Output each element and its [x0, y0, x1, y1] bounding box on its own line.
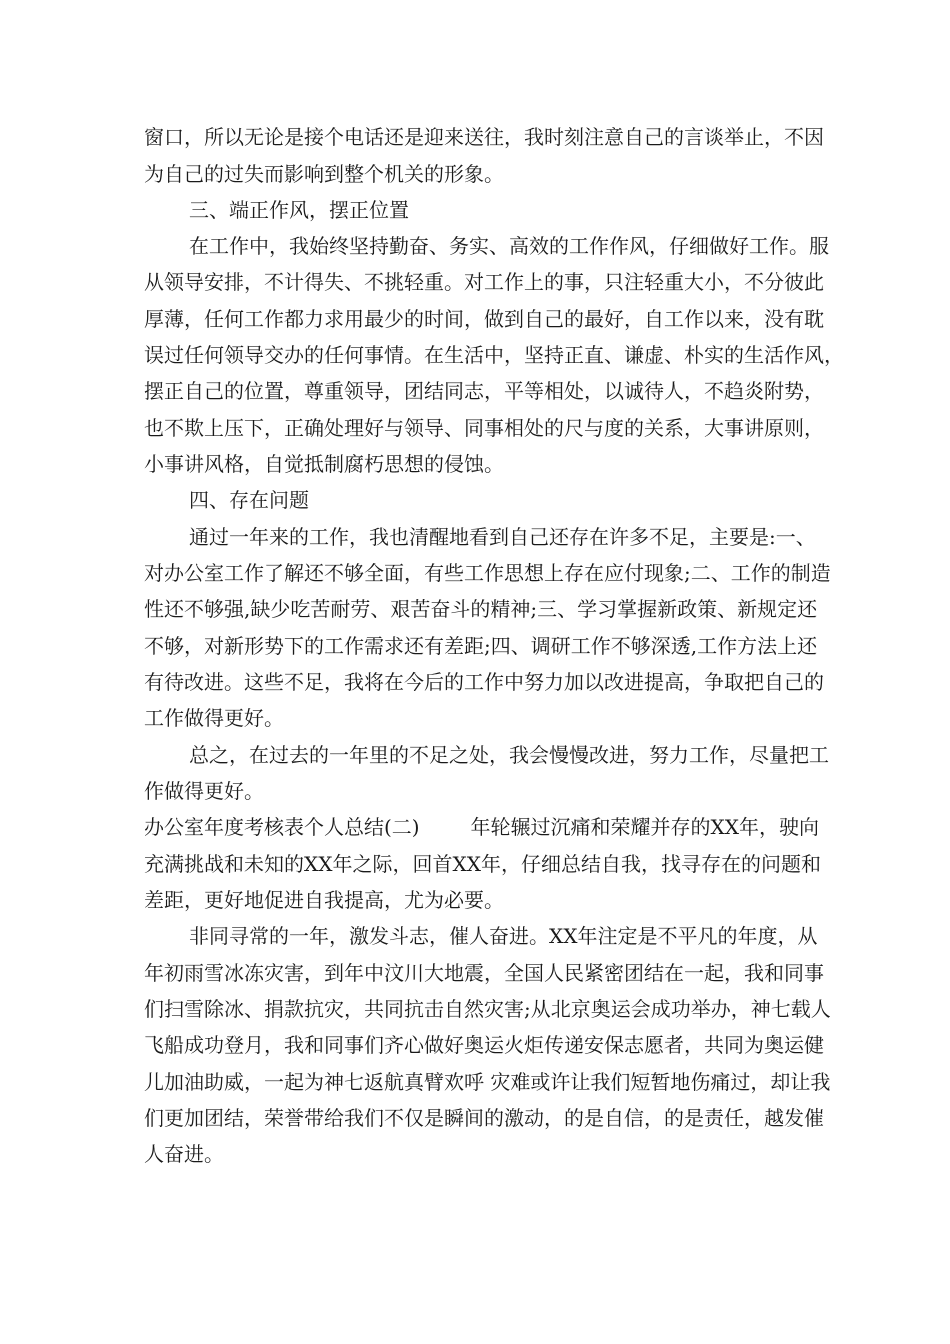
text-line: 从领导安排，不计得失、不挑轻重。对工作上的事，只注轻重大小，不分彼此 — [144, 270, 824, 294]
text-line: 们更加团结，荣誉带给我们不仅是瞬间的激动，的是自信，的是责任，越发催 — [144, 1106, 824, 1130]
text-line: 性还不够强,缺少吃苦耐劳、艰苦奋斗的精神;三、学习掌握新政策、新规定还 — [144, 597, 818, 621]
text-line: 有待改进。这些不足，我将在今后的工作中努力加以改进提高，争取把自己的 — [144, 670, 824, 694]
text-line: 人奋进。 — [144, 1142, 224, 1166]
text-line: 窗口，所以无论是接个电话还是迎来送往，我时刻注意自己的言谈举止，不因 — [144, 125, 824, 149]
text-line: 儿加油助威，一起为神七返航真臂欢呼 灾难或许让我们短暂地伤痛过，却让我 — [144, 1070, 831, 1094]
text-line: 总之，在过去的一年里的不足之处，我会慢慢改进，努力工作，尽量把工 — [189, 743, 829, 767]
text-line: 作做得更好。 — [144, 779, 264, 803]
text-line: 对办公室工作了解还不够全面，有些工作思想上存在应付现象;二、工作的制造 — [144, 561, 831, 585]
text-line: 飞船成功登月，我和同事们齐心做好奥运火炬传递安保志愿者，共同为奥运健 — [144, 1033, 824, 1057]
text-line: 充满挑战和未知的XX年之际，回首XX年，仔细总结自我，找寻存在的问题和 — [144, 852, 821, 876]
text-line: 摆正自己的位置，尊重领导，团结同志，平等相处，以诚待人，不趋炎附势， — [144, 379, 824, 403]
text-line: 们扫雪除冰、捐款抗灾，共同抗击自然灾害;从北京奥运会成功举办，神七载人 — [144, 997, 831, 1021]
text-line: 误过任何领导交办的任何事情。在生活中，坚持正直、谦虚、朴实的生活作风， — [144, 343, 844, 367]
text-line: 差距，更好地促进自我提高，尤为必要。 — [144, 888, 504, 912]
text-line: 通过一年来的工作，我也清醒地看到自己还存在许多不足，主要是:一、 — [189, 525, 816, 549]
text-line: 为自己的过失而影响到整个机关的形象。 — [144, 162, 504, 186]
text-line: 小事讲风格，自觉抵制腐朽思想的侵蚀。 — [144, 452, 504, 476]
section-heading: 三、端正作风，摆正位置 — [189, 198, 409, 222]
text-line: 工作做得更好。 — [144, 706, 284, 730]
text-line: 不够，对新形势下的工作需求还有差距;四、调研工作不够深透,工作方法上还 — [144, 634, 818, 658]
text-line: 在工作中，我始终坚持勤奋、务实、高效的工作作风，仔细做好工作。服 — [189, 234, 829, 258]
text-line: 年初雨雪冰冻灾害，到年中汶川大地震，全国人民紧密团结在一起，我和同事 — [144, 961, 824, 985]
text-line: 非同寻常的一年，激发斗志，催人奋进。XX年注定是不平凡的年度，从 — [189, 924, 818, 948]
section-heading: 四、存在问题 — [189, 488, 309, 512]
text-line: 办公室年度考核表个人总结(二) 年轮辗过沉痛和荣耀并存的XX年，驶向 — [144, 815, 819, 839]
text-line: 也不欺上压下，正确处理好与领导、同事相处的尺与度的关系，大事讲原则， — [144, 416, 824, 440]
text-line: 厚薄，任何工作都力求用最少的时间，做到自己的最好，自工作以来，没有耽 — [144, 307, 824, 331]
